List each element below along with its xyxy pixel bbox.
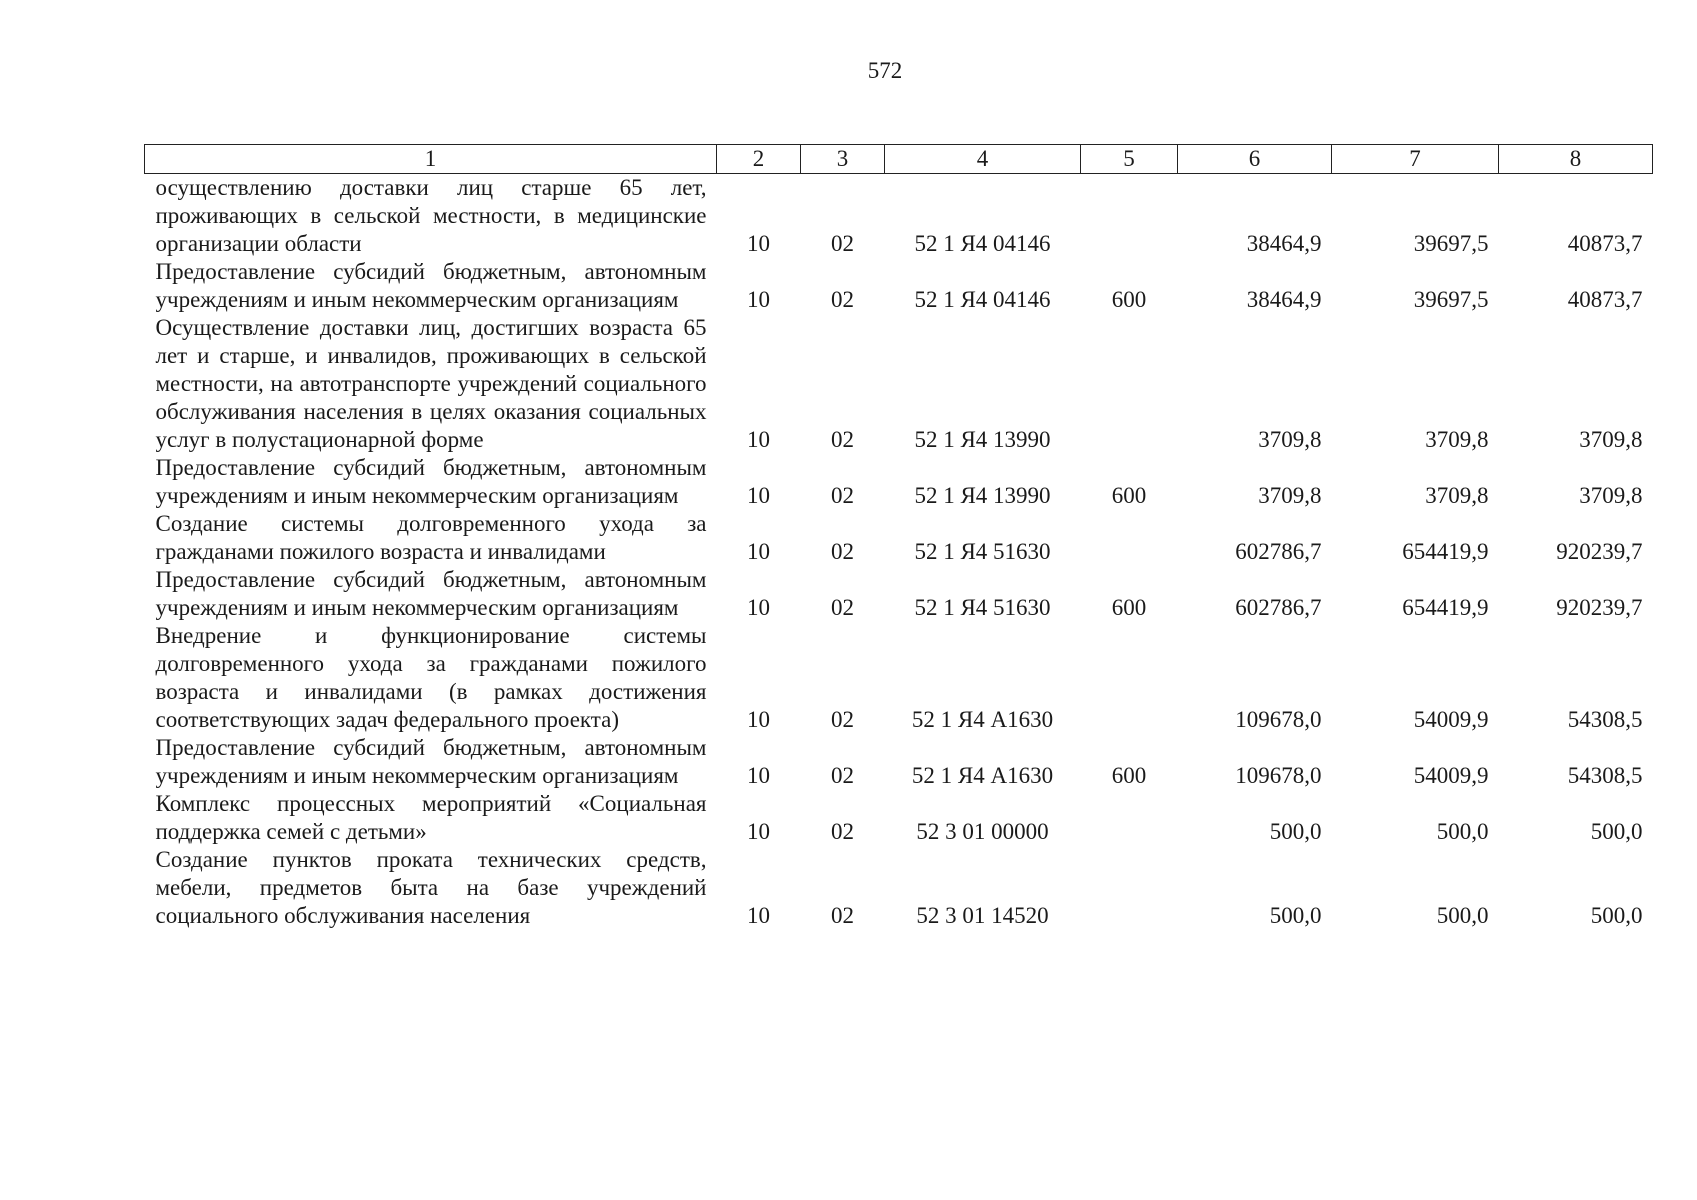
column-header-5: 5 — [1081, 145, 1178, 174]
amount-col-7: 500,0 — [1436, 819, 1489, 844]
amount-col-7: 54009,9 — [1413, 763, 1489, 788]
table-row — [145, 846, 1653, 930]
subsection-code: 02 — [831, 539, 854, 564]
amount-col-8: 920239,7 — [1556, 595, 1643, 620]
amount-col-7: 54009,9 — [1413, 707, 1489, 732]
amount-col-7: 654419,9 — [1402, 539, 1489, 564]
subsection-code: 02 — [831, 483, 854, 508]
amount-col-6: 38464,9 — [1246, 231, 1322, 256]
expense-type-code: 600 — [1111, 595, 1147, 620]
table-row — [145, 314, 1653, 454]
row-description: Предоставление субсидий бюджетным, автономным учреждениям и иным некоммерческим организациям — [155, 567, 707, 620]
table-row — [145, 258, 1653, 314]
subsection-code: 02 — [831, 903, 854, 928]
section-code: 10 — [747, 231, 770, 256]
amount-col-7: 654419,9 — [1402, 595, 1489, 620]
expense-type-code — [1081, 174, 1178, 259]
expense-type-code — [1081, 622, 1178, 734]
subsection-code: 02 — [831, 231, 854, 256]
target-article-code: 52 1 Я4 А1630 — [911, 707, 1054, 732]
amount-col-7: 39697,5 — [1413, 287, 1489, 312]
row-description: Внедрение и функционирование системы долговременного ухода за гражданами пожилого возраста и инвалидами (в рамках достижения соответствующих задач федерального проекта) — [155, 623, 707, 732]
amount-col-8: 40873,7 — [1567, 231, 1643, 256]
section-code: 10 — [747, 427, 770, 452]
amount-col-6: 109678,0 — [1235, 763, 1322, 788]
section-code: 10 — [747, 707, 770, 732]
target-article-code: 52 3 01 14520 — [916, 903, 1049, 928]
amount-col-6: 38464,9 — [1246, 287, 1322, 312]
amount-col-6: 109678,0 — [1235, 707, 1322, 732]
amount-col-6: 602786,7 — [1235, 595, 1322, 620]
amount-col-6: 3709,8 — [1258, 483, 1322, 508]
expense-type-code: 600 — [1111, 287, 1147, 312]
amount-col-8: 3709,8 — [1579, 427, 1643, 452]
page-number: 572 — [867, 58, 903, 83]
amount-col-8: 54308,5 — [1567, 707, 1643, 732]
section-code: 10 — [747, 287, 770, 312]
target-article-code: 52 1 Я4 51630 — [914, 539, 1051, 564]
row-description: Создание пунктов проката технических средств, мебели, предметов быта на базе учреждений социального обслуживания населения — [155, 847, 707, 928]
table-row — [145, 510, 1653, 566]
table-row — [145, 174, 1653, 259]
amount-col-6: 500,0 — [1269, 903, 1322, 928]
row-description: Осуществление доставки лиц, достигших возраста 65 лет и старше, и инвалидов, проживающих в сельской местности, на автотранспорте учреждений социального обслуживания населения в целях оказания социальных услуг в полустационарной форме — [155, 315, 707, 452]
table-header-row — [145, 145, 1653, 174]
target-article-code: 52 1 Я4 51630 — [914, 595, 1051, 620]
amount-col-7: 39697,5 — [1413, 231, 1489, 256]
subsection-code: 02 — [831, 427, 854, 452]
expense-type-code — [1081, 510, 1178, 566]
target-article-code: 52 3 01 00000 — [916, 819, 1049, 844]
row-description: Создание системы долговременного ухода за гражданами пожилого возраста и инвалидами — [155, 511, 707, 564]
amount-col-8: 54308,5 — [1567, 763, 1643, 788]
table-row — [145, 622, 1653, 734]
amount-col-7: 3709,8 — [1425, 427, 1489, 452]
row-description: осуществлению доставки лиц старше 65 лет, проживающих в сельской местности, в медицинские организации области — [155, 175, 707, 256]
table-row — [145, 566, 1653, 622]
expense-type-code — [1081, 790, 1178, 846]
amount-col-6: 3709,8 — [1258, 427, 1322, 452]
section-code: 10 — [747, 903, 770, 928]
amount-col-8: 920239,7 — [1556, 539, 1643, 564]
subsection-code: 02 — [831, 707, 854, 732]
subsection-code: 02 — [831, 763, 854, 788]
row-description: Комплекс процессных мероприятий «Социальная поддержка семей с детьми» — [155, 791, 707, 844]
amount-col-8: 40873,7 — [1567, 287, 1643, 312]
amount-col-8: 3709,8 — [1579, 483, 1643, 508]
column-header-6: 6 — [1178, 145, 1332, 174]
row-description: Предоставление субсидий бюджетным, автономным учреждениям и иным некоммерческим организациям — [155, 259, 707, 312]
table-row — [145, 790, 1653, 846]
section-code: 10 — [747, 819, 770, 844]
column-header-8: 8 — [1499, 145, 1653, 174]
expense-type-code — [1081, 314, 1178, 454]
section-code: 10 — [747, 483, 770, 508]
subsection-code: 02 — [831, 819, 854, 844]
section-code: 10 — [747, 539, 770, 564]
expense-type-code — [1081, 846, 1178, 930]
budget-table — [144, 144, 1653, 930]
column-header-1: 1 — [145, 145, 717, 174]
row-description: Предоставление субсидий бюджетным, автономным учреждениям и иным некоммерческим организациям — [155, 735, 707, 788]
target-article-code: 52 1 Я4 13990 — [914, 427, 1051, 452]
target-article-code: 52 1 Я4 04146 — [914, 287, 1051, 312]
table-row — [145, 454, 1653, 510]
amount-col-7: 3709,8 — [1425, 483, 1489, 508]
target-article-code: 52 1 Я4 А1630 — [911, 763, 1054, 788]
expense-type-code: 600 — [1111, 763, 1147, 788]
column-header-3: 3 — [801, 145, 885, 174]
expense-type-code: 600 — [1111, 483, 1147, 508]
column-header-2: 2 — [717, 145, 801, 174]
target-article-code: 52 1 Я4 04146 — [914, 231, 1051, 256]
amount-col-8: 500,0 — [1590, 819, 1643, 844]
subsection-code: 02 — [831, 287, 854, 312]
table-row — [145, 734, 1653, 790]
amount-col-6: 500,0 — [1269, 819, 1322, 844]
column-header-7: 7 — [1332, 145, 1499, 174]
target-article-code: 52 1 Я4 13990 — [914, 483, 1051, 508]
column-header-4: 4 — [885, 145, 1081, 174]
section-code: 10 — [747, 595, 770, 620]
section-code: 10 — [747, 763, 770, 788]
subsection-code: 02 — [831, 595, 854, 620]
amount-col-6: 602786,7 — [1235, 539, 1322, 564]
amount-col-8: 500,0 — [1590, 903, 1643, 928]
amount-col-7: 500,0 — [1436, 903, 1489, 928]
row-description: Предоставление субсидий бюджетным, автономным учреждениям и иным некоммерческим организациям — [155, 455, 707, 508]
